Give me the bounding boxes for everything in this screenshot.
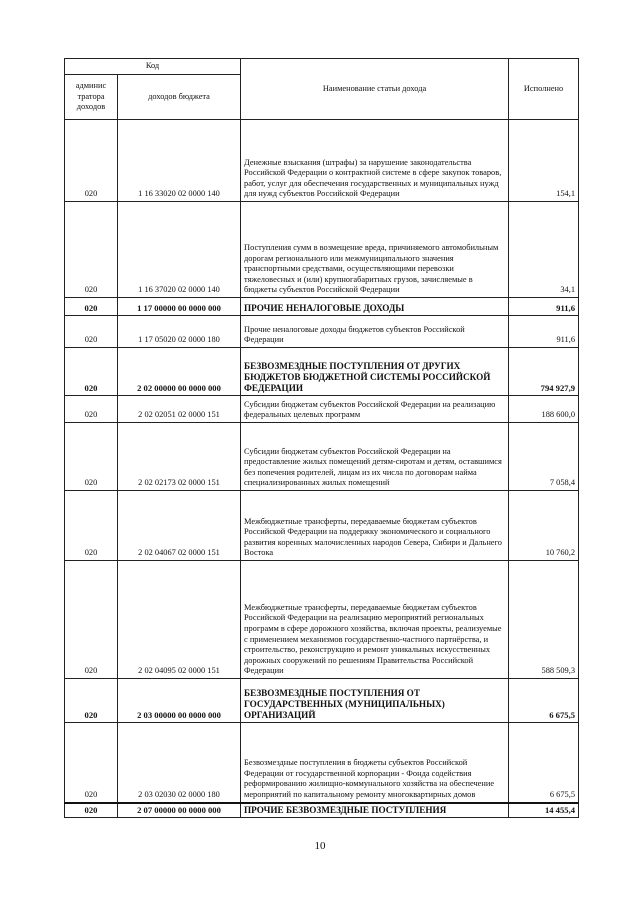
income-name-cell: Безвозмездные поступления в бюджеты субъектов Российской Федерации от государственной корпорации - Фонда содействия реформированию жилищно-коммунального хозяйства на обеспечение мероприятий по капитальному ремонту многоквартирных домов — [241, 723, 509, 803]
administrator-code-cell: 020 — [65, 491, 118, 561]
administrator-code-cell: 020 — [65, 803, 118, 818]
income-name-cell: ПРОЧИЕ БЕЗВОЗМЕЗДНЫЕ ПОСТУПЛЕНИЯ — [241, 803, 509, 818]
code-group-header: Код — [65, 59, 241, 75]
income-name-cell: Субсидии бюджетам субъектов Российской Федерации на предоставление жилых помещений детям-сиротам и детям, оставшимся без попечения родителей, лицам из их числа по договорам найма специализированных жилых помещений — [241, 423, 509, 491]
administrator-code-cell: 020 — [65, 561, 118, 679]
page-number: 10 — [314, 840, 326, 852]
table-row — [65, 803, 579, 818]
income-code-cell: 2 03 00000 00 0000 000 — [118, 679, 241, 723]
executed-amount-cell: 188 600,0 — [509, 396, 579, 423]
table-row — [65, 491, 579, 561]
income-code-cell: 2 02 02173 02 0000 151 — [118, 423, 241, 491]
income-name-cell: Межбюджетные трансферты, передаваемые бюджетам субъектов Российской Федерации на поддержку экономического и социального развития коренных малочисленных народов Севера, Сибири и Дальнего Востока — [241, 491, 509, 561]
income-name-cell: БЕЗВОЗМЕЗДНЫЕ ПОСТУПЛЕНИЯ ОТ ГОСУДАРСТВЕННЫХ (МУНИЦИПАЛЬНЫХ) ОРГАНИЗАЦИЙ — [241, 679, 509, 723]
administrator-code-cell: 020 — [65, 723, 118, 803]
income-code-cell: 2 02 00000 00 0000 000 — [118, 348, 241, 396]
table-row — [65, 202, 579, 298]
administrator-code-cell: 020 — [65, 298, 118, 316]
administrator-code-cell: 020 — [65, 316, 118, 348]
executed-amount-cell: 911,6 — [509, 298, 579, 316]
executed-amount-cell: 14 455,4 — [509, 803, 579, 818]
income-code-cell: 1 16 37020 02 0000 140 — [118, 202, 241, 298]
table-row — [65, 348, 579, 396]
administrator-code-cell: 020 — [65, 396, 118, 423]
administrator-code-cell: 020 — [65, 202, 118, 298]
income-name-cell: Поступления сумм в возмещение вреда, причиняемого автомобильным дорогам регионального или межмуниципального значения транспортными средствами, осуществляющими перевозки тяжеловесных и (или) крупногабаритных грузов, зачисляемые в бюджеты субъектов Российской Федерации — [241, 202, 509, 298]
income-code-cell: 1 17 05020 02 0000 180 — [118, 316, 241, 348]
table-row — [65, 396, 579, 423]
administrator-code-cell: 020 — [65, 348, 118, 396]
income-code-header: доходов бюджета — [118, 75, 241, 120]
executed-amount-cell: 7 058,4 — [509, 423, 579, 491]
table-row — [65, 723, 579, 803]
administrator-code-cell: 020 — [65, 423, 118, 491]
administrator-code-cell: 020 — [65, 679, 118, 723]
income-code-cell: 2 02 02051 02 0000 151 — [118, 396, 241, 423]
income-name-cell: Прочие неналоговые доходы бюджетов субъектов Российской Федерации — [241, 316, 509, 348]
income-table — [64, 58, 579, 818]
income-name-cell: ПРОЧИЕ НЕНАЛОГОВЫЕ ДОХОДЫ — [241, 298, 509, 316]
table-body — [65, 120, 579, 818]
executed-amount-cell: 10 760,2 — [509, 491, 579, 561]
table-row — [65, 561, 579, 679]
income-name-cell: Межбюджетные трансферты, передаваемые бюджетам субъектов Российской Федерации на реализацию мероприятий региональных программ в сфере дорожного хозяйства, включая проекты, реализуемые с применением механизмов государственно-частного партнёрства, и строительство, реконструкцию и ремонт уникальных искусственных дорожных сооружений по решениям Правительства Российской Федерации — [241, 561, 509, 679]
income-code-cell: 2 02 04067 02 0000 151 — [118, 491, 241, 561]
table-row — [65, 120, 579, 202]
income-code-cell: 1 16 33020 02 0000 140 — [118, 120, 241, 202]
income-name-cell: Денежные взыскания (штрафы) за нарушение законодательства Российской Федерации о контрактной системе в сфере закупок товаров, работ, услуг для обеспечения государственных и муниципальных нужд для нужд субъектов Российской Федерации — [241, 120, 509, 202]
income-name-cell: БЕЗВОЗМЕЗДНЫЕ ПОСТУПЛЕНИЯ ОТ ДРУГИХ БЮДЖЕТОВ БЮДЖЕТНОЙ СИСТЕМЫ РОССИЙСКОЙ ФЕДЕРАЦИИ — [241, 348, 509, 396]
income-code-cell: 2 02 04095 02 0000 151 — [118, 561, 241, 679]
table-row — [65, 679, 579, 723]
executed-amount-cell: 6 675,5 — [509, 723, 579, 803]
table-row — [65, 316, 579, 348]
executed-amount-cell: 588 509,3 — [509, 561, 579, 679]
income-code-cell: 2 03 02030 02 0000 180 — [118, 723, 241, 803]
executed-amount-cell: 154,1 — [509, 120, 579, 202]
table-row — [65, 423, 579, 491]
executed-amount-cell: 794 927,9 — [509, 348, 579, 396]
administrator-header: админис тратора доходов — [65, 75, 118, 120]
income-name-cell: Субсидии бюджетам субъектов Российской Федерации на реализацию федеральных целевых программ — [241, 396, 509, 423]
income-code-cell: 2 07 00000 00 0000 000 — [118, 803, 241, 818]
administrator-code-cell: 020 — [65, 120, 118, 202]
executed-amount-cell: 911,6 — [509, 316, 579, 348]
table-row — [65, 298, 579, 316]
executed-amount-cell: 34,1 — [509, 202, 579, 298]
header-row-code — [65, 59, 579, 75]
income-name-header: Наименование статьи дохода — [241, 59, 509, 120]
executed-amount-cell: 6 675,5 — [509, 679, 579, 723]
executed-header: Исполнено — [509, 59, 579, 120]
income-code-cell: 1 17 00000 00 0000 000 — [118, 298, 241, 316]
